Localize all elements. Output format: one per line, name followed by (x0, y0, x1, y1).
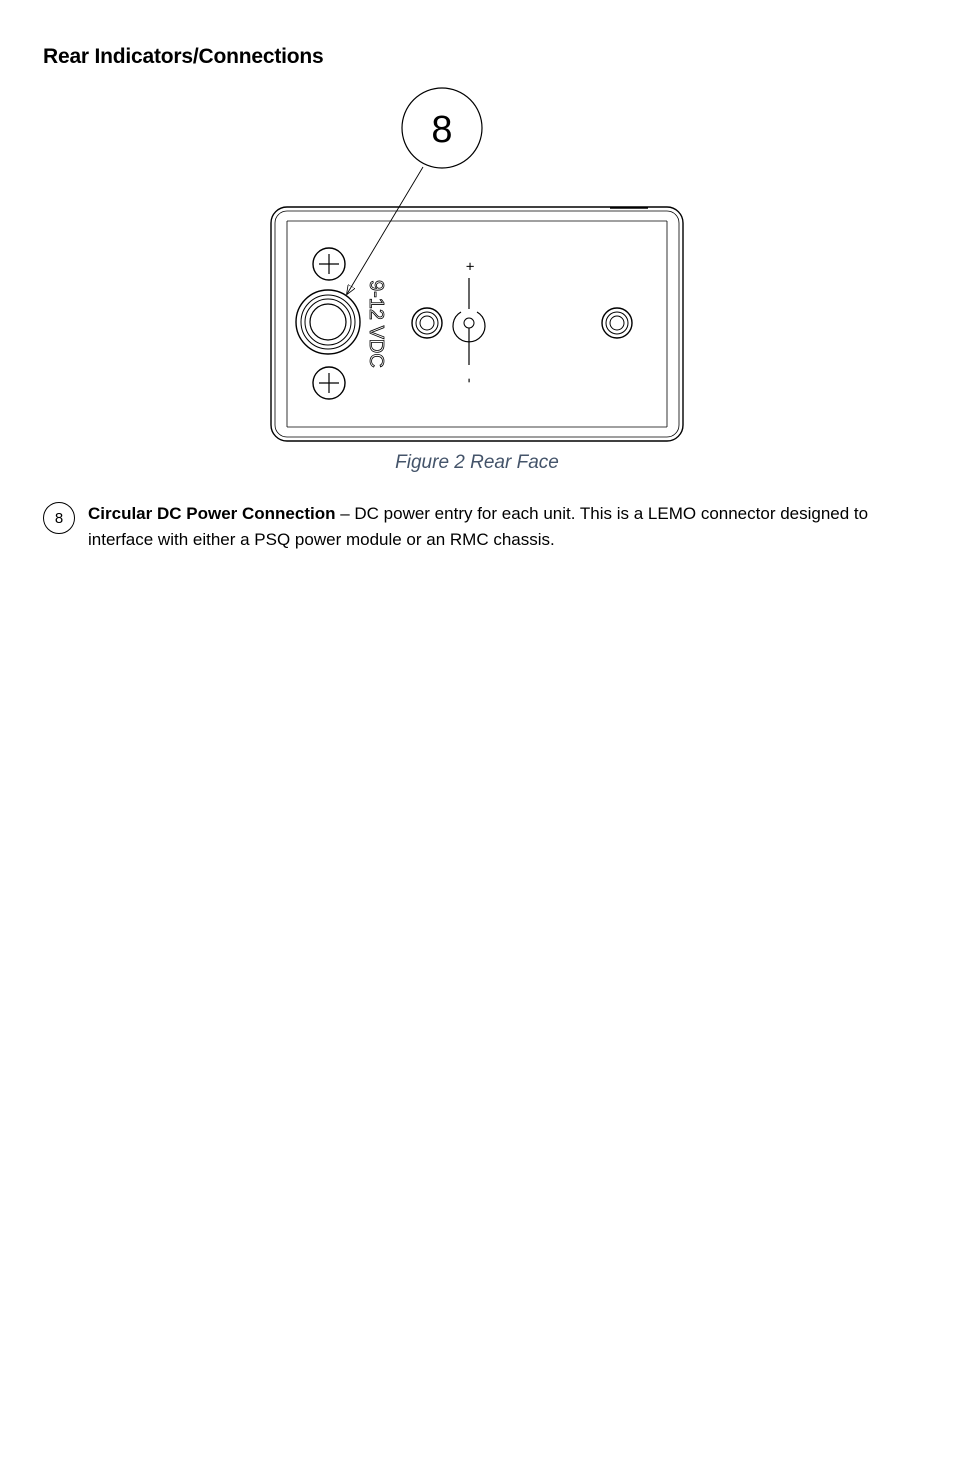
callout-number: 8 (431, 109, 453, 151)
small-jack-left (412, 308, 442, 338)
section-heading: Rear Indicators/Connections (43, 45, 324, 68)
legend-number-badge: 8 (43, 502, 75, 534)
rear-face-drawing (262, 84, 692, 450)
unit-housing (271, 207, 683, 441)
small-jack-right (602, 308, 632, 338)
callout-leader-arrow (347, 167, 423, 294)
dc-power-connector (296, 290, 360, 354)
legend-body: – DC power entry for each unit. This is a LEMO connector designed to interface with either a PSQ power module or an RMC chassis. (88, 504, 869, 549)
legend-description (88, 501, 918, 553)
screw-top-icon (313, 248, 345, 280)
figure-caption: Figure 2 Rear Face (395, 452, 559, 473)
polarity-symbol-icon (453, 278, 485, 365)
polarity-minus-label: - (461, 378, 478, 383)
legend-term: Circular DC Power Connection (88, 504, 336, 523)
callout-balloon (402, 88, 482, 168)
polarity-plus-label: + (461, 262, 478, 271)
screw-bottom-icon (313, 367, 345, 399)
voltage-label: 9-12 VDC (365, 280, 387, 368)
